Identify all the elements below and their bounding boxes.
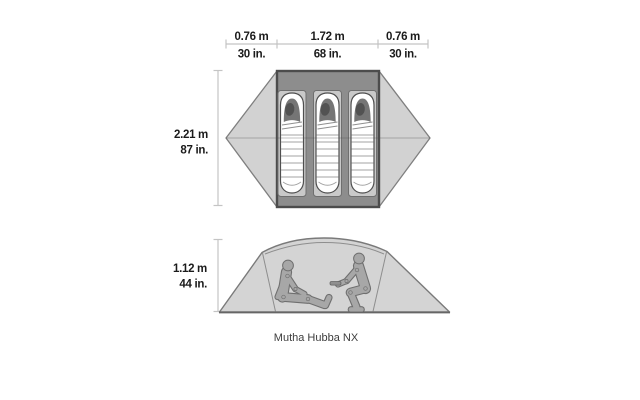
length-dimension-group <box>174 71 223 206</box>
vestibule-right-imperial-label: 30 in. <box>389 48 417 61</box>
tent-profile <box>220 238 450 312</box>
shoulder-joint <box>286 274 290 278</box>
sleeping-bag-left <box>278 91 306 197</box>
figure-head <box>283 260 294 271</box>
product-name-caption: Mutha Hubba NX <box>273 332 359 344</box>
peak-height-metric-label: 1.12 m <box>172 263 207 275</box>
knee-joint <box>349 291 353 295</box>
tent-top-view <box>226 71 430 207</box>
held-object <box>330 282 341 286</box>
floor-length-metric-label: 2.21 m <box>173 129 208 141</box>
vestibule-left-metric-label: 0.76 m <box>234 31 269 43</box>
hip-joint <box>364 287 368 291</box>
sleeping-bag-center <box>314 91 342 197</box>
floor-width-metric-label: 1.72 m <box>310 31 345 43</box>
hip-joint <box>282 295 286 299</box>
floor-width-imperial-label: 68 in. <box>313 48 342 61</box>
elbow-joint <box>345 279 348 282</box>
shoulder-joint <box>355 268 359 272</box>
floor-length-imperial-label: 87 in. <box>180 144 208 157</box>
vestibule-right-metric-label: 0.76 m <box>385 31 421 43</box>
height-dimension-group <box>173 240 223 312</box>
figure-head <box>354 253 365 264</box>
knee-joint <box>306 297 310 301</box>
width-dimension-group <box>226 31 428 61</box>
elbow-joint <box>294 287 297 290</box>
vestibule-left-imperial-label: 30 in. <box>237 48 266 61</box>
tent-side-view <box>219 238 450 313</box>
peak-height-imperial-label: 44 in. <box>179 278 207 291</box>
sleeping-bag-right <box>349 91 377 197</box>
